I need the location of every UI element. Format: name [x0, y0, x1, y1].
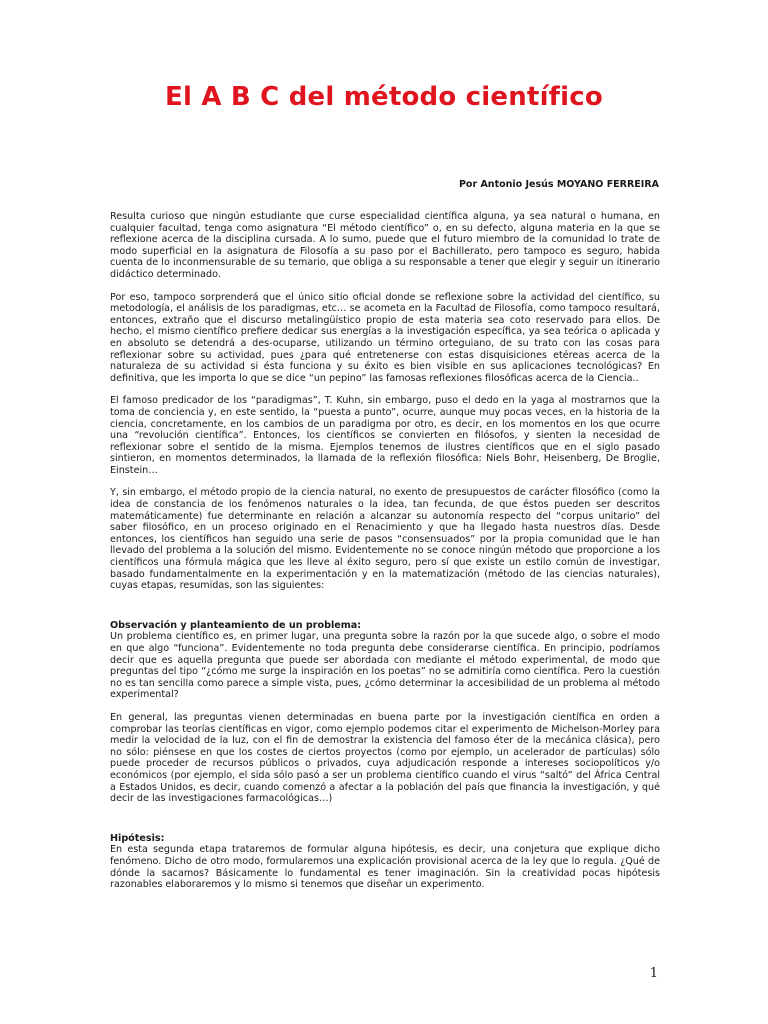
section-paragraph: Un problema científico es, en primer lugar, una pregunta sobre la razón por la que sucede algo, o sobre el modo en que algo “funciona”. Evidentemente no toda pregunta debe considerarse científica. En principio, podríamos decir que es aquella pregunta que puede ser abordada con mediante el método experimental, de modo que preguntas del tipo “¿cómo me surge la inspiración en los poetas” no se admitiría como científica. Pero la cuestión no es tan sencilla como parece a simple vista, pues, ¿cómo determinar la accesibilidad de un problema al método experimental?: [110, 631, 660, 701]
section-paragraph: En general, las preguntas vienen determinadas en buena parte por la investigación científica en orden a comprobar las teorías científicas en vigor, como ejemplo podemos citar el experimento de Michelson-Morley para medir la velocidad de la luz, con el fin de demostrar la existencia del famoso éter de la mecánica clásica), pero no sólo: piénsese en que los costes de ciertos proyectos (como por ejemplo, un acelerador de partículas) sólo puede proceder de recursos públicos o privados, cuya adjudicación responde a intereses sociopolíticos y/o económicos (por ejemplo, el sida sólo pasó a ser un problema científico cuando el virus “saltó” del África Central a Estados Unidos, es decir, cuando comenzó a afectar a la población del país que financia la investigación, y qué decir de las investigaciones farmacológicas…): [110, 711, 660, 805]
intro-paragraph: El famoso predicador de los “paradigmas”, T. Kuhn, sin embargo, puso el dedo en la yaga al mostrarnos que la toma de conciencia y, en este sentido, la “puesta a punto”, ocurre, aunque muy pocas veces, en la historia de la ciencia, concretamente, en los cambios de un paradigma por otro, es decir, en los momentos en los que ocurre una “revolución científica”. Entonces, los científicos se convierten en filósofos, y sienten la necesidad de reflexionar sobre el sentido de la misma. Ejemplos tenemos de ilustres científicos que en el siglo pasado sintieron, en momentos determinados, la llamada de la reflexión filosófica: Niels Bohr, Heisenberg, De Broglie, Einstein…: [110, 395, 660, 476]
intro-paragraph: Resulta curioso que ningún estudiante que curse especialidad científica alguna, ya sea natural o humana, en cualquier facultad, tenga como asignatura “El método científico” o, en su defecto, alguna materia en la que se reflexione acerca de la disciplina cursada. A lo sumo, puede que el futuro miembro de la comunidad lo trate de modo superficial en la asignatura de Filosofía a su paso por el Bachillerato, pero tampoco es seguro, habida cuenta de lo inconmensurable de su temario, que obliga a su responsable a tener que elegir y seguir un itinerario didáctico determinado.: [110, 211, 660, 280]
section-paragraph: En esta segunda etapa trataremos de formular alguna hipótesis, es decir, una conjetura que explique dicho fenómeno. Dicho de otro modo, formularemos una explicación provisional acerca de la ley que lo regula. ¿Qué de dónde la sacamos? Básicamente lo fundamental es tener imaginación. Sin la creatividad pocas hipótesis razonables elaboraremos y lo mismo si tenemos que diseñar un experimento.: [110, 844, 660, 891]
page-number: 1: [649, 966, 658, 981]
intro-paragraph: Por eso, tampoco sorprenderá que el único sitio oficial donde se reflexione sobre la actividad del científico, su metodología, el análisis de los paradigmas, etc… se acometa en la Facultad de Filosofía, como tampoco resultará, entonces, extraño que el discurso metalingüístico propio de esta materia sea coto reservado para ellos. De hecho, el mismo científico prefiere dedicar sus energías a la investigación específica, ya sea teórica o aplicada y en absoluto se detendrá a des-ocuparse, utilizando un término orteguiano, de su trato con las cosas para reflexionar sobre su actividad, pues ¿para qué entretenerse con estas disquisiciones etéreas acerca de la naturaleza de su actividad si ésta funciona y su éxito es bien visible en sus aplicaciones tecnológicas? En definitiva, que les importa lo que se dice “un pepino” las famosas reflexiones filosóficas acerca de la Ciencia..: [110, 291, 660, 384]
section-heading-hipotesis: Hipótesis:: [110, 832, 165, 844]
document-body: [110, 211, 660, 902]
author-byline: Por Antonio Jesús MOYANO FERREIRA: [458, 179, 659, 190]
document-title: El A B C del método científico: [165, 82, 603, 112]
intro-paragraph: Y, sin embargo, el método propio de la ciencia natural, no exento de presupuestos de carácter filosófico (como la idea de constancia de los fenómenos naturales o la idea, tan fecunda, de que éstos pueden ser descritos matemáticamente) fue determinante en relación a alcanzar su autonomía respecto del “corpus unitario” del saber filosófico, en un proceso originado en el Renacimiento y que ha llegado hasta nuestros días. Desde entonces, los científicos han seguido una serie de pasos “consensuados” por la propia comunidad que le han llevado del problema a la solución del mismo. Evidentemente no se conoce ningún método que proporcione a los científicos una fórmula mágica que les lleve al éxito seguro, pero sí que existe un estilo común de investigar, basado fundamentalmente en la experimentación y en la matematización (método de las ciencias naturales), cuyas etapas, resumidas, son las siguientes:: [110, 487, 660, 592]
section-heading-observacion: Observación y planteamiento de un problema:: [110, 619, 362, 631]
